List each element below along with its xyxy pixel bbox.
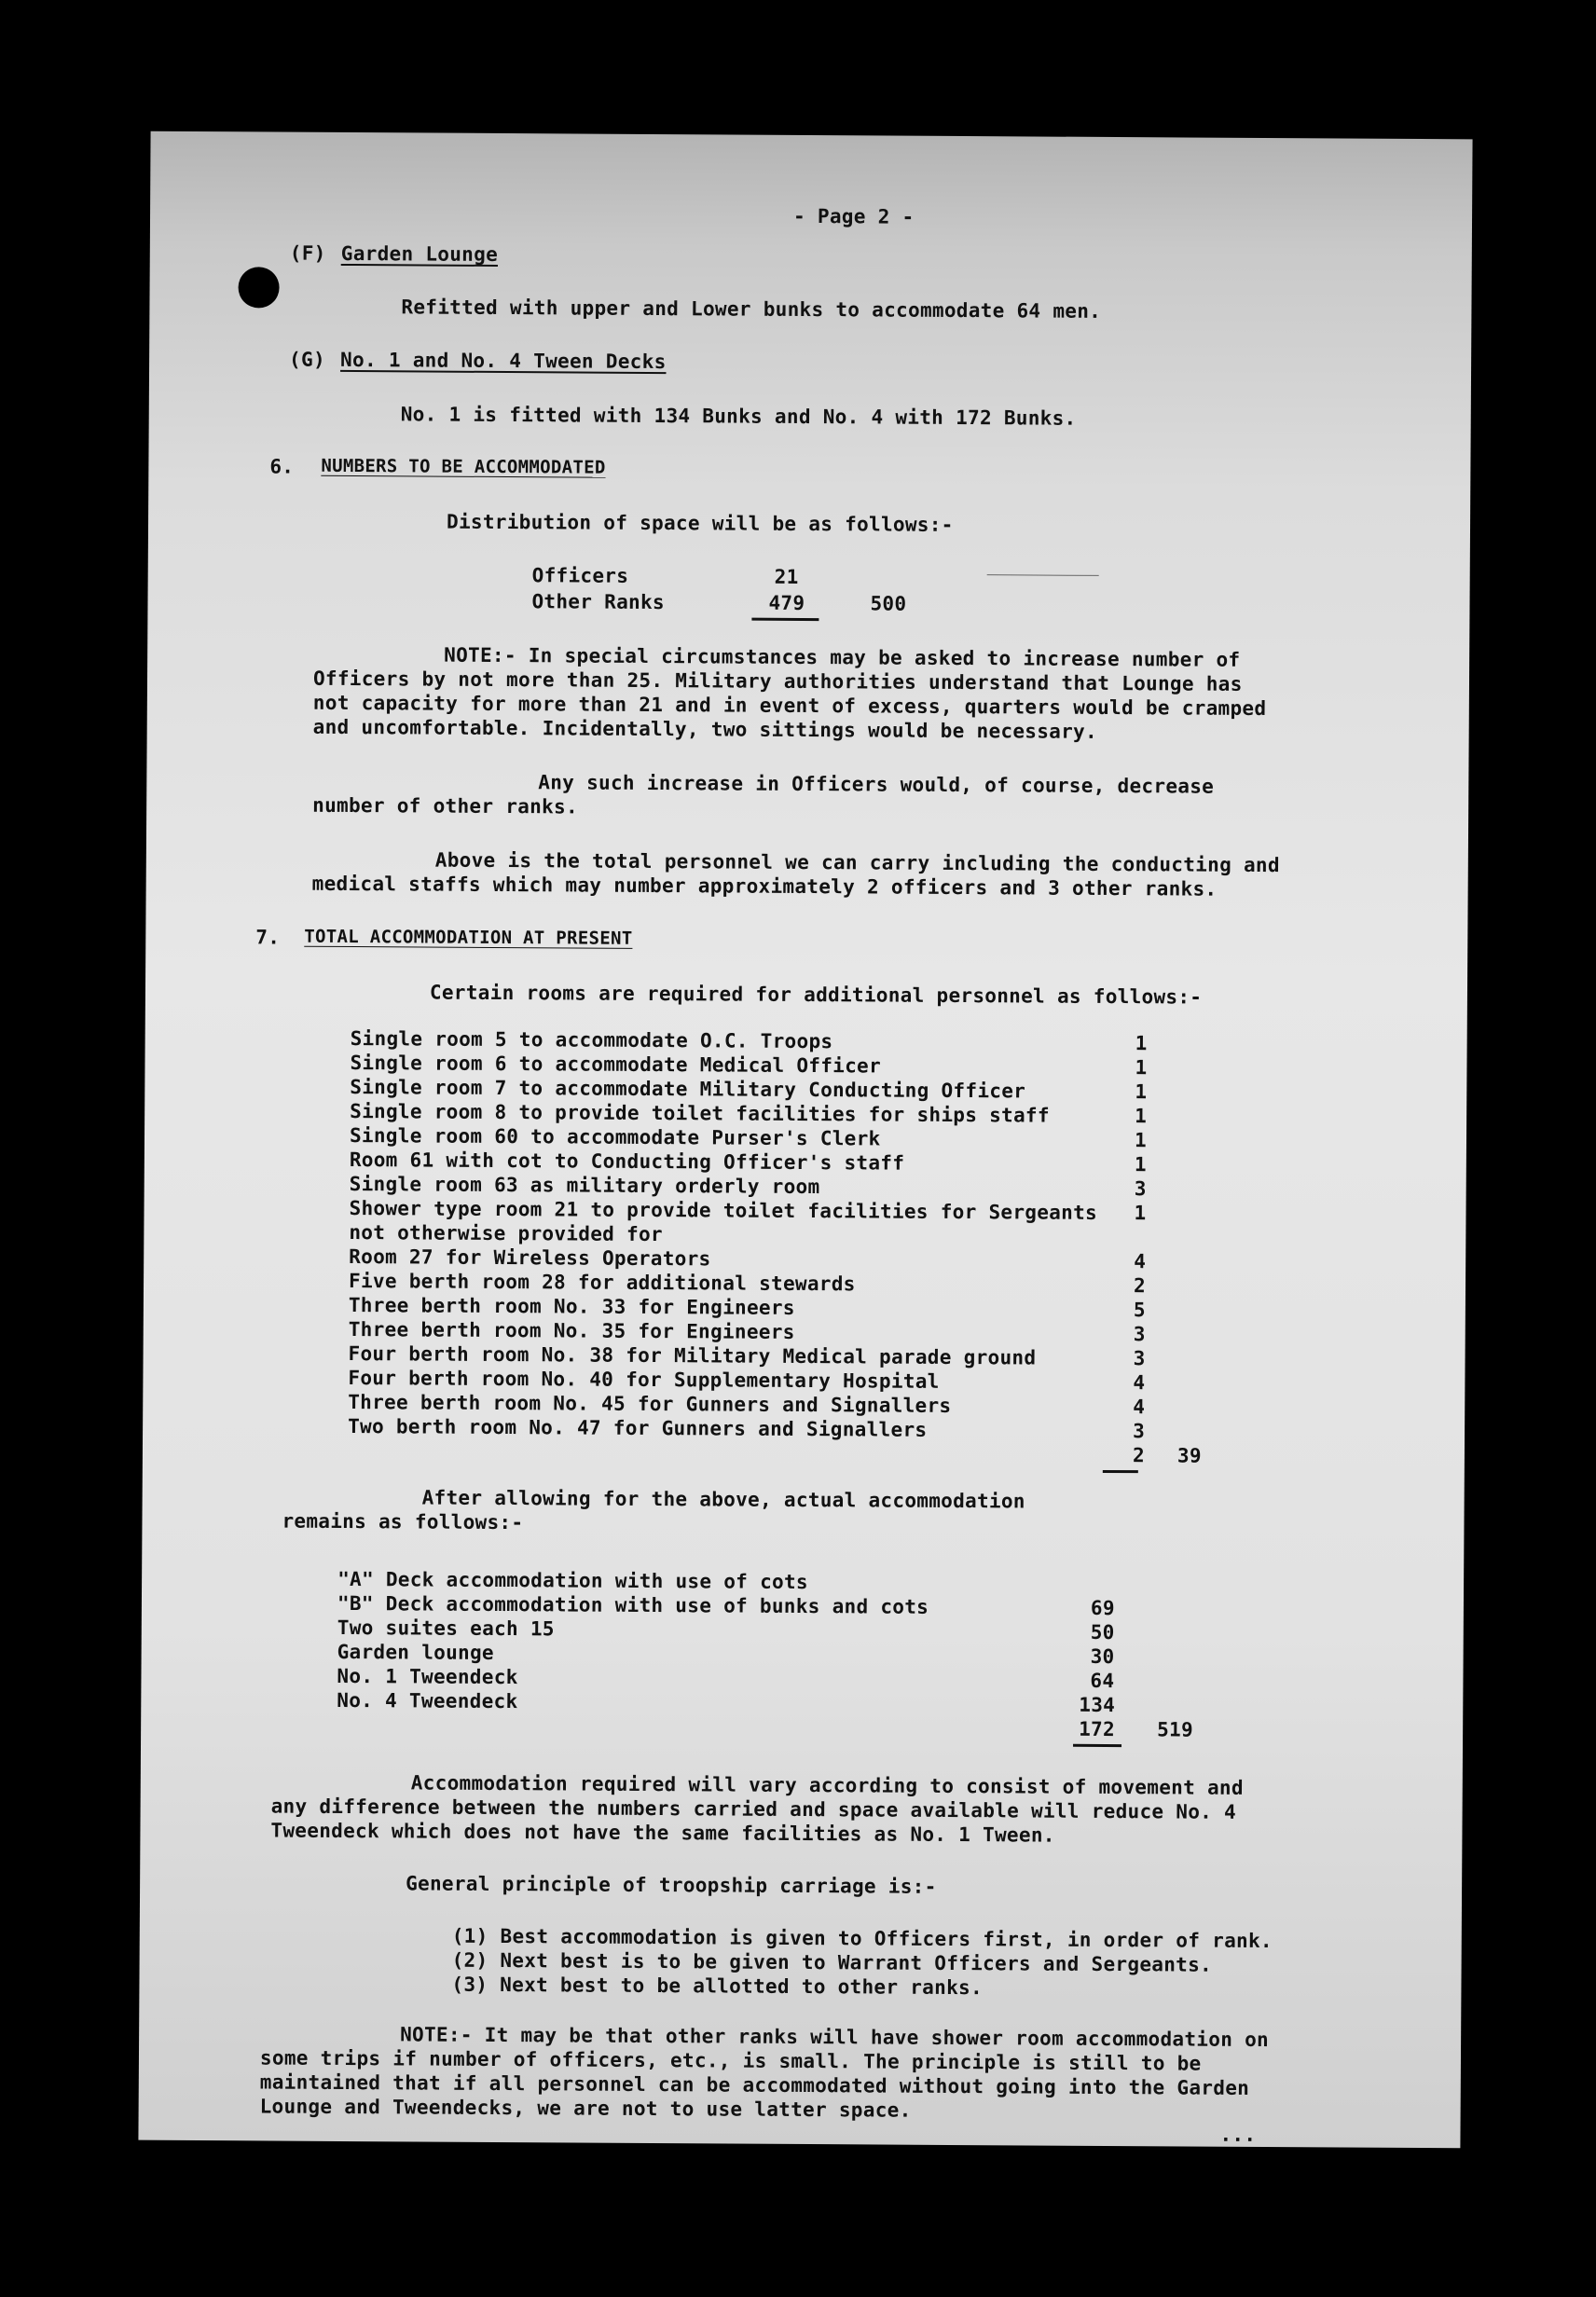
list-item-count: 1 bbox=[1135, 1080, 1148, 1104]
sum-rule bbox=[751, 618, 819, 621]
punch-hole bbox=[238, 267, 279, 308]
list-item: "B" Deck accommodation with use of bunks and cots bbox=[337, 1591, 929, 1618]
after-allowing-line-2: remains as follows:- bbox=[282, 1509, 524, 1534]
note2-line-2: some trips if number of officers, etc., is small. The principle is still to be bbox=[259, 2046, 1202, 2075]
list-item: Single room 5 to accommodate O.C. Troops bbox=[350, 1027, 833, 1053]
rooms-sum-rule bbox=[1103, 1470, 1138, 1473]
para-increase-1: Any such increase in Officers would, of course, decrease bbox=[538, 771, 1215, 798]
list-item: Two suites each 15 bbox=[337, 1616, 555, 1641]
list-item: No. 1 Tweendeck bbox=[337, 1664, 518, 1689]
list-item-count: 1 bbox=[1135, 1105, 1148, 1128]
officers-value: 21 bbox=[774, 565, 799, 588]
list-item-count: 4 bbox=[1134, 1250, 1147, 1273]
list-item-count: 30 bbox=[1090, 1644, 1115, 1669]
para-required-1: Accommodation required will vary according to consist of movement and bbox=[410, 1771, 1244, 1799]
list-item: Shower type room 21 to provide toilet facilities for Sergeants bbox=[349, 1197, 1098, 1224]
list-item-count: 50 bbox=[1090, 1620, 1115, 1644]
para-total-1: Above is the total personnel we can carry including the conducting and bbox=[434, 848, 1280, 877]
list-item: No. 4 Tweendeck bbox=[337, 1688, 518, 1713]
section-f-marker: (F) bbox=[289, 241, 326, 265]
list-item: Three berth room No. 35 for Engineers bbox=[348, 1318, 795, 1343]
list-item: Two berth room No. 47 for Gunners and Signallers bbox=[348, 1415, 928, 1441]
list-item-count: 69 bbox=[1090, 1596, 1115, 1620]
other-ranks-value: 479 bbox=[768, 591, 805, 614]
list-item-count: 3 bbox=[1133, 1347, 1146, 1370]
list-item-count: 2 bbox=[1134, 1274, 1147, 1298]
list-item: Four berth room No. 38 for Military Medical parade ground bbox=[348, 1342, 1037, 1369]
rooms-total: 39 bbox=[1176, 1444, 1202, 1467]
section-g-title: No. 1 and No. 4 Tween Decks bbox=[340, 348, 667, 374]
page-number-header: - Page 2 - bbox=[792, 204, 915, 228]
list-item-count: 3 bbox=[1133, 1420, 1146, 1443]
list-item: Five berth room 28 for additional stewards bbox=[348, 1270, 856, 1296]
principle-1: (1) Best accommodation is given to Officers first, in order of rank. bbox=[451, 1924, 1273, 1953]
list-item-count: 4 bbox=[1133, 1396, 1146, 1419]
list-item-count: 172 bbox=[1079, 1717, 1116, 1741]
section-7-intro: Certain rooms are required for additional personnel as follows:- bbox=[429, 981, 1203, 1009]
list-item-count: 4 bbox=[1133, 1371, 1146, 1395]
accommodation-total: 519 bbox=[1157, 1718, 1194, 1741]
list-item: Single room 7 to accommodate Military Conducting Officer bbox=[350, 1076, 1026, 1103]
other-ranks-label: Other Ranks bbox=[531, 590, 665, 614]
section-6-intro: Distribution of space will be as follows:- bbox=[446, 510, 954, 536]
list-item: Room 27 for Wireless Operators bbox=[349, 1245, 711, 1271]
list-item: not otherwise provided for bbox=[349, 1221, 663, 1246]
personnel-total: 500 bbox=[870, 592, 907, 615]
section-7-number: 7. bbox=[255, 926, 281, 949]
note-line-1: NOTE:- In special circumstances may be asked to increase number of bbox=[444, 643, 1241, 671]
section-6-title: NUMBERS TO BE ACCOMMODATED bbox=[321, 455, 606, 478]
list-item: Room 61 with cot to Conducting Officer's staff bbox=[349, 1148, 905, 1175]
principle-2: (2) Next best is to be given to Warrant Officers and Sergeants. bbox=[451, 1948, 1213, 1976]
section-g-body: No. 1 is fitted with 134 Bunks and No. 4 with 172 Bunks. bbox=[400, 403, 1077, 430]
list-item: Garden lounge bbox=[337, 1640, 494, 1664]
list-item-count: 134 bbox=[1079, 1693, 1116, 1717]
list-item-count: 1 bbox=[1134, 1202, 1147, 1225]
list-item: "A" Deck accommodation with use of cots bbox=[337, 1567, 808, 1594]
after-allowing-line-1: After allowing for the above, actual accommodation bbox=[421, 1486, 1025, 1513]
section-g-marker: (G) bbox=[289, 348, 326, 371]
note-line-4: and uncomfortable. Incidentally, two sittings would be necessary. bbox=[312, 715, 1098, 743]
section-f-body: Refitted with upper and Lower bunks to accommodate 64 men. bbox=[401, 296, 1102, 323]
note-line-3: not capacity for more than 21 and in event of excess, quarters would be cramped bbox=[312, 691, 1267, 721]
note2-line-1: NOTE:- It may be that other ranks will have shower room accommodation on bbox=[400, 2023, 1270, 2052]
para-required-3: Tweendeck which does not have the same facilities as No. 1 Tween. bbox=[270, 1819, 1055, 1847]
note2-line-3: maintained that if all personnel can be accommodated without going into the Garden bbox=[259, 2070, 1250, 2099]
note2-line-4: Lounge and Tweendecks, we are not to use latter space. bbox=[259, 2095, 912, 2122]
list-item-count: 3 bbox=[1133, 1323, 1146, 1346]
para-increase-2: number of other ranks. bbox=[312, 793, 578, 818]
section-7-title: TOTAL ACCOMMODATION AT PRESENT bbox=[304, 926, 633, 949]
section-6-number: 6. bbox=[269, 455, 295, 478]
section-f-title: Garden Lounge bbox=[340, 241, 499, 266]
list-item-count: 3 bbox=[1134, 1177, 1147, 1201]
list-item-count: 1 bbox=[1135, 1032, 1148, 1055]
list-item: Three berth room No. 45 for Gunners and Signallers bbox=[348, 1391, 952, 1417]
list-item-count: 1 bbox=[1134, 1129, 1148, 1152]
list-item: Four berth room No. 40 for Supplementary Hospital bbox=[348, 1367, 940, 1393]
para-total-2: medical staffs which may number approximately 2 officers and 3 other ranks. bbox=[311, 872, 1218, 901]
list-item: Single room 8 to provide toilet facilities for ships staff bbox=[350, 1100, 1050, 1127]
para-required-2: any difference between the numbers carried and space available will reduce No. 4 bbox=[270, 1795, 1237, 1823]
list-item-count: 1 bbox=[1134, 1153, 1147, 1176]
principle-3: (3) Next best to be allotted to other ranks. bbox=[451, 1973, 984, 2000]
list-item-count: 1 bbox=[1135, 1056, 1148, 1080]
document-page bbox=[138, 131, 1472, 2149]
list-item-count: 5 bbox=[1133, 1299, 1146, 1322]
stray-pencil-line bbox=[987, 574, 1099, 576]
officers-label: Officers bbox=[531, 564, 629, 587]
list-item: Three berth room No. 33 for Engineers bbox=[348, 1294, 795, 1319]
list-item: Single room 63 as military orderly room bbox=[349, 1173, 820, 1199]
accommodation-sum-rule bbox=[1073, 1744, 1121, 1747]
continuation-mark: ... bbox=[1219, 2123, 1257, 2146]
list-item: Single room 60 to accommodate Purser's Clerk bbox=[349, 1124, 881, 1150]
note-line-2: Officers by not more than 25. Military authorities understand that Lounge has bbox=[312, 667, 1243, 695]
list-item-count: 2 bbox=[1132, 1444, 1146, 1467]
list-item: Single room 6 to accommodate Medical Officer bbox=[350, 1052, 882, 1078]
list-item-count: 64 bbox=[1090, 1669, 1115, 1693]
principle-intro: General principle of troopship carriage is:- bbox=[406, 1872, 937, 1898]
